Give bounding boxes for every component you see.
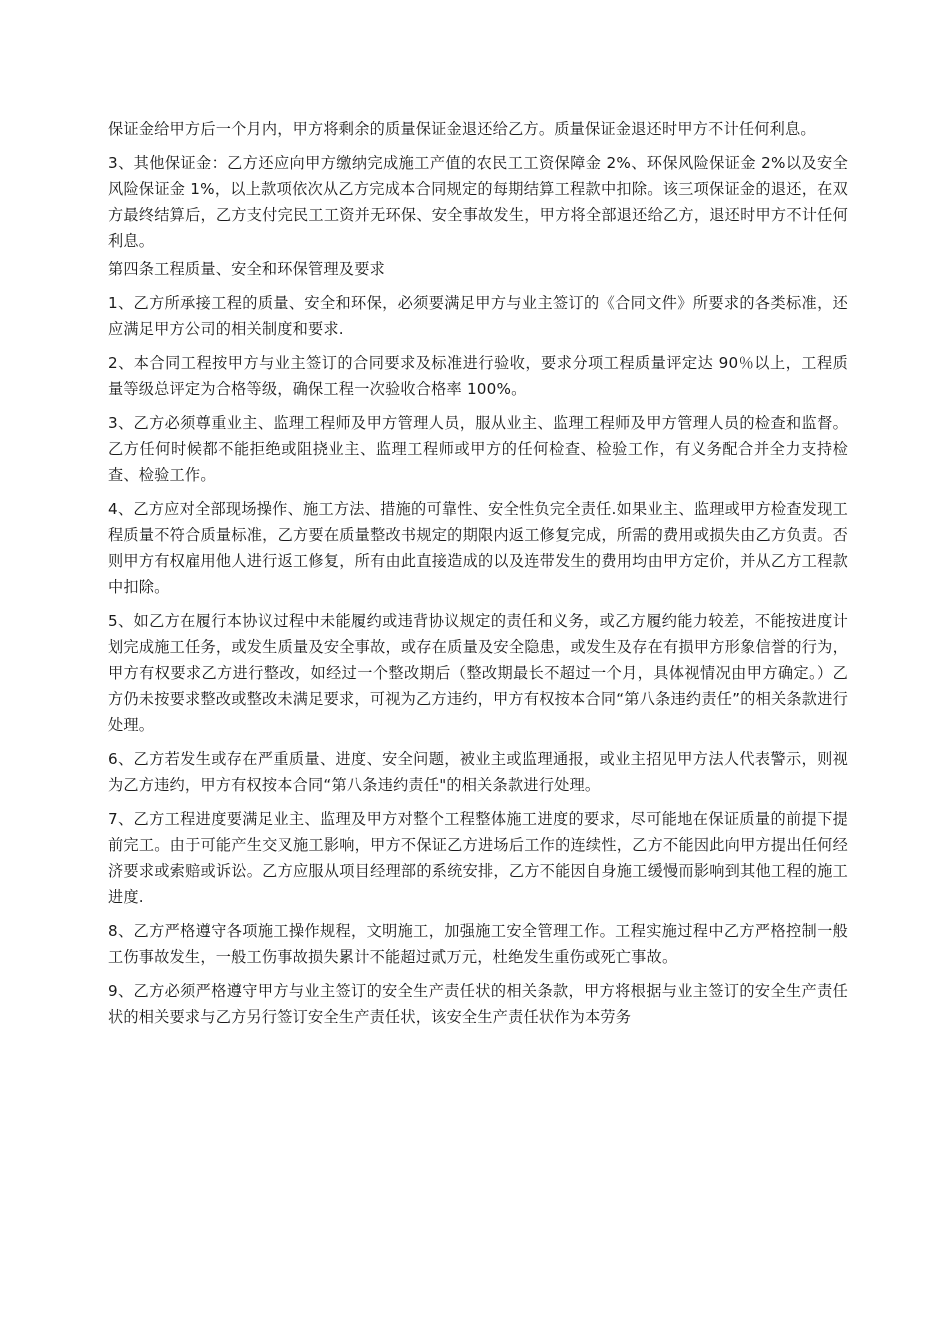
paragraph-clause-7: 7、乙方工程进度要满足业主、监理及甲方对整个工程整体施工进度的要求，尽可能地在保证质量的前提下提前完工。由于可能产生交叉施工影响，甲方不保证乙方进场后工作的连续性，乙方不能因此向甲方提出任何经济要求或索赔或诉讼。乙方应服从项目经理部的系统安排，乙方不能因自身施工缓慢而影响到其他工程的施工进度. [108,810,848,906]
paragraph-clause-1: 1、乙方所承接工程的质量、安全和环保，必须要满足甲方与业主签订的《合同文件》所要求的各类标准，还应满足甲方公司的相关制度和要求. [108,294,848,338]
paragraph-clause-4: 4、乙方应对全部现场操作、施工方法、措施的可靠性、安全性负完全责任.如果业主、监理或甲方检查发现工程质量不符合质量标准，乙方要在质量整改书规定的期限内返工修复完成，所需的费用或损失由乙方负责。否则甲方有权雇用他人进行返工修复，所有由此直接造成的以及连带发生的费用均由甲方定价，并从乙方工程款中扣除。 [108,500,848,596]
paragraph-other-deposits: 3、其他保证金：乙方还应向甲方缴纳完成施工产值的农民工工资保障金 2%、环保风险保证金 2%以及安全风险保证金 1%，以上款项依次从乙方完成本合同规定的每期结算工程款中扣除。该三项保证金的退还，在双方最终结算后，乙方支付完民工工资并无环保、安全事故发生，甲方将全部退还给乙方，退还时甲方不计任何利息。 [108,154,848,250]
paragraph-clause-3: 3、乙方必须尊重业主、监理工程师及甲方管理人员，服从业主、监理工程师及甲方管理人员的检查和监督。乙方任何时候都不能拒绝或阻挠业主、监理工程师或甲方的任何检查、检验工作，有义务配合并全力支持检查、检验工作。 [108,414,848,484]
section-heading-article-4: 第四条工程质量、安全和环保管理及要求 [108,260,385,278]
document-page [108,116,848,1038]
paragraph-clause-2: 2、本合同工程按甲方与业主签订的合同要求及标准进行验收，要求分项工程质量评定达 90％以上，工程质量等级总评定为合格等级，确保工程一次验收合格率 100%。 [108,354,848,398]
paragraph-clause-9: 9、乙方必须严格遵守甲方与业主签订的安全生产责任状的相关条款，甲方将根据与业主签订的安全生产责任状的相关要求与乙方另行签订安全生产责任状，该安全生产责任状作为本劳务 [108,982,848,1026]
paragraph-clause-8: 8、乙方严格遵守各项施工操作规程，文明施工，加强施工安全管理工作。工程实施过程中乙方严格控制一般工伤事故发生，一般工伤事故损失累计不能超过贰万元，杜绝发生重伤或死亡事故。 [108,922,848,966]
paragraph-deposit-return: 保证金给甲方后一个月内，甲方将剩余的质量保证金退还给乙方。质量保证金退还时甲方不计任何利息。 [108,120,816,138]
paragraph-clause-5: 5、如乙方在履行本协议过程中未能履约或违背协议规定的责任和义务，或乙方履约能力较差，不能按进度计划完成施工任务，或发生质量及安全事故，或存在质量及安全隐患，或发生及存在有损甲方形象信誉的行为，甲方有权要求乙方进行整改，如经过一个整改期后（整改期最长不超过一个月，具体视情况由甲方确定。）乙方仍未按要求整改或整改未满足要求，可视为乙方违约，甲方有权按本合同“第八条违约责任”的相关条款进行处理。 [108,612,848,734]
paragraph-clause-6: 6、乙方若发生或存在严重质量、进度、安全问题，被业主或监理通报，或业主招见甲方法人代表警示，则视为乙方违约，甲方有权按本合同“第八条违约责任"的相关条款进行处理。 [108,750,848,794]
